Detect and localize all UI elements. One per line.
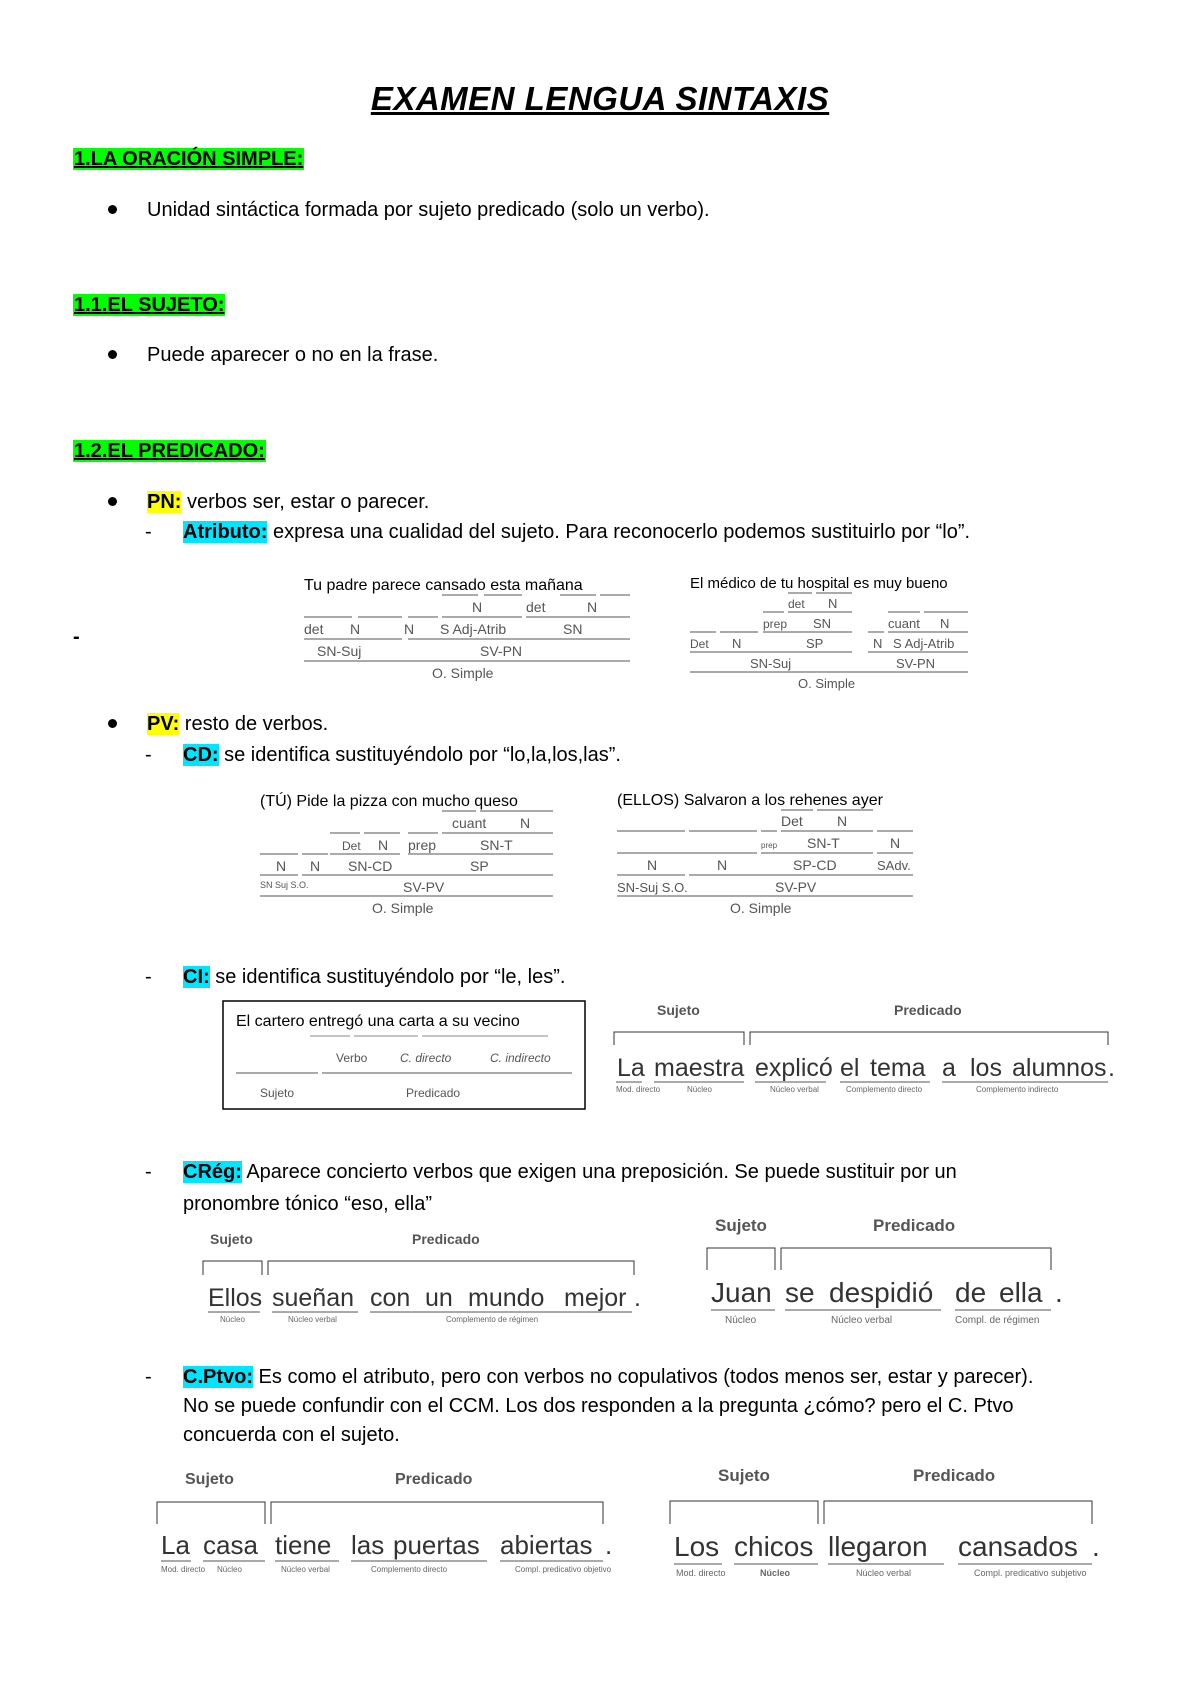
diagram-label: Compl. predicativo objetivo [515, 1565, 612, 1574]
diagram-label: Núcleo [217, 1565, 242, 1574]
item-cptvo-cont-2: concuerda con el sujeto. [183, 1424, 400, 1446]
bullet-pv [147, 710, 328, 739]
item-atributo [183, 518, 970, 547]
bullet-pn [147, 488, 429, 517]
ci-text: se identifica sustituyéndolo por “le, les”. [209, 966, 566, 988]
diagram-label: Núcleo [760, 1568, 791, 1578]
diagram-label: Complemento de régimen [446, 1315, 539, 1324]
diagram-label: O. Simple [372, 900, 434, 916]
word: alumnos [1012, 1054, 1107, 1082]
bullet-oracion-simple: Unidad sintáctica formada por sujeto predicado (solo un verbo). [147, 196, 710, 225]
diagram-sentence: (TÚ) Pide la pizza con mucho queso [260, 793, 518, 810]
word: tiene [275, 1530, 332, 1560]
diagram-sentence: (ELLOS) Salvaron a los rehenes ayer [617, 792, 883, 809]
diagram-label: SN-CD [348, 858, 393, 874]
diagram-label: SN Suj S.O. [260, 880, 309, 890]
pn-label: PN: [147, 491, 182, 513]
diagram-label: det [788, 597, 805, 611]
cd-text: se identifica sustituyéndolo por “lo,la,los,las”. [218, 744, 621, 766]
diagram-label: SAdv. [877, 858, 911, 873]
diagram-sujeto-label: Sujeto [718, 1466, 770, 1485]
bullet-sujeto: Puede aparecer o no en la frase. [147, 341, 438, 370]
item-creg-cont: pronombre tónico “eso, ella” [183, 1193, 433, 1215]
diagram-label: cuant [452, 815, 487, 831]
diagram-label: N [647, 857, 658, 873]
word: . [634, 1284, 641, 1312]
diagram-label: SN-T [480, 837, 513, 853]
diagram-label: prep [408, 837, 437, 853]
diagram-label: N [837, 813, 848, 829]
diagram-atributo-1 [300, 572, 635, 687]
diagram-label: O. Simple [432, 665, 494, 681]
diagram-label: Mod. directo [616, 1085, 661, 1094]
section-heading-oracion-simple [73, 148, 304, 171]
diagram-label: SN-Suj [750, 656, 792, 671]
diagram-label: S Adj-Atrib [893, 636, 955, 651]
ci-label: CI: [183, 966, 210, 988]
word: chicos [734, 1531, 814, 1562]
dash-marker: - [145, 521, 152, 543]
diagram-cd-1 [258, 788, 558, 923]
diagram-label: SN [563, 621, 583, 637]
diagram-label: Sujeto [260, 1086, 295, 1100]
diagram-label: O. Simple [730, 900, 792, 916]
diagram-label: SV-PN [480, 643, 523, 659]
item-cptvo [183, 1363, 1033, 1392]
diagram-predicado-label: Predicado [913, 1466, 996, 1485]
diagram-label: Compl. de régimen [955, 1315, 1040, 1326]
word: maestra [654, 1054, 745, 1082]
word: llegaron [828, 1531, 928, 1562]
word: de [955, 1277, 987, 1308]
diagram-label: N [378, 837, 389, 853]
word: . [1092, 1531, 1100, 1562]
diagram-creg-1 [200, 1228, 660, 1328]
diagram-label: SN-T [807, 835, 840, 851]
word: despidió [829, 1277, 934, 1308]
diagram-label: C. indirecto [490, 1051, 551, 1065]
diagram-label: SV-PV [403, 879, 445, 895]
diagram-ci-1 [222, 1000, 587, 1112]
diagram-label: N [828, 596, 838, 611]
diagram-label: N [472, 599, 483, 615]
pv-text: resto de verbos. [179, 713, 329, 735]
stray-dash: - [73, 626, 80, 648]
word: el [840, 1054, 860, 1082]
diagram-label: Mod. directo [161, 1565, 206, 1574]
word: casa [203, 1530, 258, 1560]
word: puertas [393, 1530, 480, 1560]
dash-marker: - [145, 1161, 152, 1183]
diagram-label: SV-PN [896, 656, 936, 671]
section-heading-predicado [73, 440, 266, 463]
diagram-label: Mod. directo [676, 1568, 726, 1578]
dash-marker: - [145, 966, 152, 988]
word: con [370, 1284, 411, 1312]
creg-label: CRég: [183, 1161, 242, 1183]
heading-text: 1.2.EL PREDICADO: [74, 440, 265, 462]
word: mejor [564, 1284, 627, 1312]
word: tema [870, 1054, 926, 1082]
diagram-label: SP-CD [793, 857, 837, 873]
diagram-predicado-label: Predicado [395, 1471, 473, 1488]
diagram-sentence: Tu padre parece cansado esta mañana [304, 577, 583, 594]
diagram-label: C. directo [400, 1051, 452, 1065]
diagram-label: Núcleo [220, 1315, 245, 1324]
word: Ellos [208, 1284, 263, 1312]
dash-marker: - [145, 744, 152, 766]
diagram-label: N [350, 621, 361, 637]
word: las [351, 1530, 385, 1560]
diagram-label: Núcleo verbal [281, 1565, 330, 1574]
cptvo-label: C.Ptvo: [183, 1366, 253, 1388]
page-title: EXAMEN LENGUA SINTAXIS [370, 80, 830, 117]
word: Los [674, 1531, 720, 1562]
word: La [617, 1054, 645, 1082]
diagram-label: Complemento directo [846, 1085, 923, 1094]
word: explicó [755, 1054, 833, 1082]
word: . [1055, 1277, 1063, 1308]
atributo-label: Atributo: [183, 521, 268, 543]
diagram-predicado-label: Predicado [412, 1231, 480, 1247]
diagram-label: Núcleo verbal [288, 1315, 337, 1324]
word: . [605, 1530, 613, 1560]
diagram-label: Complemento directo [371, 1565, 448, 1574]
diagram-label: SV-PV [775, 879, 817, 895]
diagram-label: prep [763, 617, 788, 631]
diagram-cptvo-2 [668, 1466, 1108, 1591]
diagram-ci-2 [612, 1000, 1127, 1105]
diagram-label: Complemento indirecto [976, 1085, 1059, 1094]
diagram-label: Núcleo verbal [856, 1568, 912, 1578]
word: los [970, 1054, 1002, 1082]
diagram-sujeto-label: Sujeto [657, 1002, 700, 1018]
pv-label: PV: [147, 713, 180, 735]
item-ci [183, 963, 565, 992]
diagram-label: det [526, 599, 546, 615]
diagram-predicado-label: Predicado [894, 1002, 962, 1018]
word: cansados [958, 1531, 1078, 1562]
diagram-sujeto-label: Sujeto [715, 1216, 767, 1235]
cptvo-text: Es como el atributo, pero con verbos no copulativos (todos menos ser, estar y parecer). [253, 1366, 1034, 1388]
diagram-creg-2 [705, 1215, 1080, 1330]
atributo-text: expresa una cualidad del sujeto. Para reconocerlo podemos sustituirlo por “lo”. [267, 521, 971, 543]
diagram-label: Compl. predicativo subjetivo [974, 1568, 1087, 1578]
diagram-label: cuant [888, 616, 920, 631]
diagram-label: Verbo [336, 1051, 368, 1065]
diagram-label: N [310, 858, 321, 874]
diagram-label: Det [342, 839, 361, 853]
word: un [425, 1284, 453, 1312]
diagram-label: SN-Suj S.O. [617, 880, 688, 895]
diagram-label: N [940, 616, 950, 631]
word: sueñan [272, 1284, 355, 1312]
word: . [1108, 1054, 1115, 1082]
diagram-label: N [890, 835, 901, 851]
diagram-label: N [520, 815, 531, 831]
diagram-label: SP [470, 858, 489, 874]
diagram-sujeto-label: Sujeto [210, 1231, 253, 1247]
diagram-label: Núcleo verbal [831, 1315, 893, 1326]
diagram-predicado-label: Predicado [873, 1216, 956, 1235]
diagram-cptvo-1 [155, 1466, 630, 1586]
word: abiertas [500, 1530, 593, 1560]
diagram-label: N [717, 857, 728, 873]
diagram-label: O. Simple [798, 676, 856, 691]
word: ella [999, 1277, 1043, 1308]
diagram-label: Det [690, 637, 709, 651]
dash-marker: - [145, 1366, 152, 1388]
word: a [942, 1054, 956, 1082]
diagram-sentence: El cartero entregó una carta a su vecino [236, 1013, 520, 1030]
item-creg [183, 1158, 957, 1187]
diagram-sentence: El médico de tu hospital es muy bueno [690, 575, 948, 592]
creg-text: Aparece concierto verbos que exigen una preposición. Se puede sustituir por un [241, 1161, 957, 1183]
word: La [161, 1530, 190, 1560]
diagram-atributo-2 [688, 572, 978, 697]
pn-text: verbos ser, estar o parecer. [181, 491, 430, 513]
diagram-label: N [873, 636, 883, 651]
item-cd [183, 741, 621, 770]
cd-label: CD: [183, 744, 219, 766]
diagram-label: N [404, 621, 415, 637]
word: Juan [711, 1277, 772, 1308]
diagram-label: SN [813, 616, 832, 631]
section-heading-sujeto [73, 294, 225, 317]
diagram-label: Núcleo [725, 1315, 757, 1326]
diagram-label: N [732, 636, 742, 651]
diagram-label: SN-Suj [317, 643, 362, 659]
heading-text: 1.1.EL SUJETO: [74, 294, 225, 316]
diagram-cd-2 [615, 788, 925, 923]
diagram-label: Det [781, 813, 803, 829]
diagram-label: prep [761, 841, 778, 850]
diagram-sujeto-label: Sujeto [185, 1471, 234, 1488]
item-cptvo-cont-1: No se puede confundir con el CCM. Los dos responden a la pregunta ¿cómo? pero el C. Ptvo [183, 1395, 1014, 1417]
word: mundo [468, 1284, 545, 1312]
word: se [785, 1277, 815, 1308]
diagram-label: det [304, 621, 324, 637]
diagram-label: Predicado [406, 1086, 461, 1100]
diagram-label: N [587, 599, 598, 615]
diagram-label: Núcleo verbal [770, 1085, 819, 1094]
diagram-label: S Adj-Atrib [440, 621, 507, 637]
heading-text: 1.LA ORACIÓN SIMPLE: [74, 148, 304, 170]
diagram-label: N [276, 858, 287, 874]
diagram-label: Núcleo [687, 1085, 712, 1094]
diagram-label: SP [806, 636, 824, 651]
